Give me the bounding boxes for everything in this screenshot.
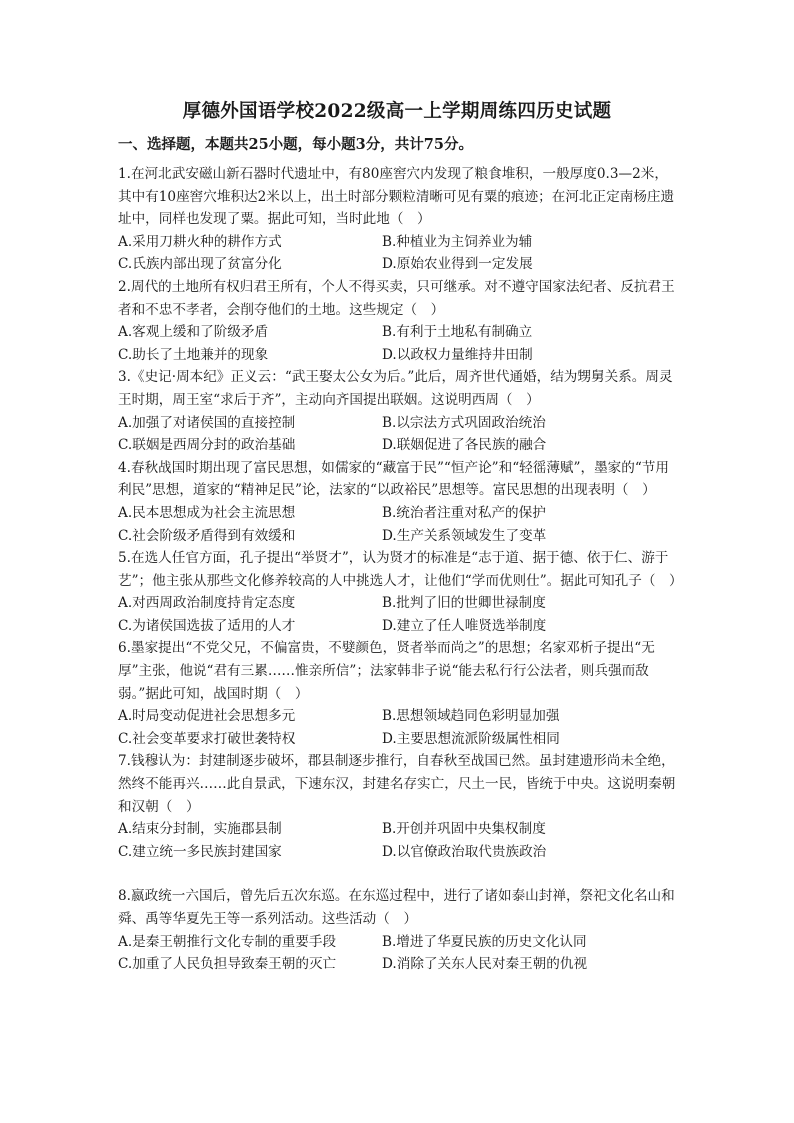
question-stem: 4.春秋战国时期出现了富民思想，如儒家的“藏富于民”“恒产论”和“轻徭薄赋”，墨家的“节用利民”思想，道家的“精神足民”论，法家的“以政裕民”思想等。富民思想的出现表明（ ） bbox=[118, 459, 669, 499]
option-b: B.思想领域趋同色彩明显加强 bbox=[382, 708, 560, 725]
option-a: A.民本思想成为社会主流思想 bbox=[118, 504, 296, 521]
option-d: D.原始农业得到一定发展 bbox=[382, 256, 533, 273]
option-c: C.为诸侯国选拔了适用的人才 bbox=[118, 617, 296, 634]
exam-title: 厚德外国语学校2022级高一上学期周练四历史试题 bbox=[182, 101, 612, 122]
question-6 bbox=[118, 637, 678, 750]
question-options bbox=[118, 502, 678, 547]
option-d: D.主要思想流派阶级属性相同 bbox=[382, 730, 560, 747]
questions-list bbox=[118, 163, 683, 976]
option-a: A.加强了对诸侯国的直接控制 bbox=[118, 414, 296, 431]
option-d: D.以官僚政治取代贵族政治 bbox=[382, 843, 547, 860]
option-c: C.联姻是西周分封的政治基础 bbox=[118, 437, 296, 454]
question-stem: 6.墨家提出“不党父兄，不偏富贵，不嬖颜色，贤者举而尚之”的思想；名家邓析子提出“无厚”主张，他说“君有三累……惟亲所信”；法家韩非子说“能去私行行公法者，则兵强而敌弱。”据此可知，战国时期（ ） bbox=[118, 640, 655, 702]
option-b: B.统治者注重对私产的保护 bbox=[382, 504, 546, 521]
question-1 bbox=[118, 163, 678, 276]
question-options bbox=[118, 931, 678, 976]
question-stem: 2.周代的土地所有权归君王所有，个人不得买卖，只可继承。对不遵守国家法纪者、反抗君王者和不忠不孝者，会削夺他们的土地。这些规定（ ） bbox=[118, 278, 675, 318]
option-a: A.采用刀耕火种的耕作方式 bbox=[118, 233, 282, 250]
question-options bbox=[118, 818, 678, 863]
option-c: C.氏族内部出现了贫富分化 bbox=[118, 256, 282, 273]
question-options bbox=[118, 231, 678, 276]
question-stem: 3.《史记·周本纪》正义云：“武王娶太公女为后。”此后，周齐世代通婚，结为甥舅关系。周灵王时期，周王室“求后于齐”，主动向齐国提出联姻。这说明西周（ ） bbox=[118, 369, 673, 408]
option-c: C.助长了土地兼并的现象 bbox=[118, 346, 269, 363]
question-5 bbox=[118, 547, 683, 637]
option-c: C.建立统一多民族封建国家 bbox=[118, 843, 282, 860]
option-b: B.批判了旧的世卿世禄制度 bbox=[382, 595, 546, 612]
question-stem: 1.在河北武安磁山新石器时代遗址中，有80座窖穴内发现了粮食堆积，一般厚度0.3—2米，其中有10座窖穴堆积达2米以上，出土时部分颗粒清晰可见有粟的痕迹；在河北正定南杨庄遗址中，同样也发现了粟。据此可知，当时此地（ ） bbox=[118, 166, 675, 228]
option-c: C.社会变革要求打破世袭特权 bbox=[118, 730, 296, 747]
option-d: D.生产关系领域发生了变革 bbox=[382, 527, 547, 544]
option-b: B.以宗法方式巩固政治统治 bbox=[382, 414, 546, 431]
option-b: B.开创并巩固中央集权制度 bbox=[382, 821, 546, 838]
option-a: A.对西周政治制度持肯定态度 bbox=[118, 595, 296, 612]
section-header: 一、选择题，本题共25小题，每小题3分，共计75分。 bbox=[118, 136, 473, 153]
blank-spacer bbox=[118, 863, 678, 885]
option-b: B.有利于土地私有制确立 bbox=[382, 324, 533, 341]
option-b: B.增进了华夏民族的历史文化认同 bbox=[382, 933, 587, 950]
option-c: C.社会阶级矛盾得到有效缓和 bbox=[118, 527, 296, 544]
option-d: D.消除了关东人民对秦王朝的仇视 bbox=[382, 956, 588, 973]
question-stem: 7.钱穆认为：封建制逐步破坏，郡县制逐步推行，自春秋至战国已然。虽封建遗形尚未全绝，然终不能再兴……此自景武，下速东汉，封建名存实亡，尺土一民，皆统于中央。这说明秦朝和汉朝（ ） bbox=[118, 753, 676, 815]
option-a: A.客观上缓和了阶级矛盾 bbox=[118, 324, 269, 341]
option-a: A.时局变动促进社会思想多元 bbox=[118, 708, 296, 725]
question-options bbox=[118, 592, 678, 637]
question-options bbox=[118, 321, 678, 366]
option-c: C.加重了人民负担导致秦王朝的灭亡 bbox=[118, 956, 337, 973]
option-a: A.是秦王朝推行文化专制的重要手段 bbox=[118, 933, 337, 950]
question-stem: 5.在选人任官方面，孔子提出“举贤才”，认为贤才的标准是“志于道、据于德、依于仁、游于艺”；他主张从那些文化修养较高的人中挑选人才，让他们“学而优则仕”。据此可知孔子（ ） bbox=[118, 550, 683, 589]
question-4 bbox=[118, 457, 678, 547]
question-stem: 8.嬴政统一六国后，曾先后五次东巡。在东巡过程中，进行了诸如泰山封禅，祭祀文化名山和舜、禹等华夏先王等一系列活动。这些活动（ ） bbox=[118, 888, 675, 927]
option-a: A.结束分封制，实施郡县制 bbox=[118, 821, 282, 838]
question-options bbox=[118, 412, 678, 457]
question-8 bbox=[118, 885, 678, 975]
question-options bbox=[118, 705, 678, 750]
option-d: D.联姻促进了各民族的融合 bbox=[382, 437, 547, 454]
question-3 bbox=[118, 366, 678, 456]
option-b: B.种植业为主饲养业为辅 bbox=[382, 233, 533, 250]
option-d: D.建立了任人唯贤选举制度 bbox=[382, 617, 547, 634]
option-d: D.以政权力量维持井田制 bbox=[382, 346, 533, 363]
question-2 bbox=[118, 276, 678, 366]
question-7 bbox=[118, 750, 678, 863]
